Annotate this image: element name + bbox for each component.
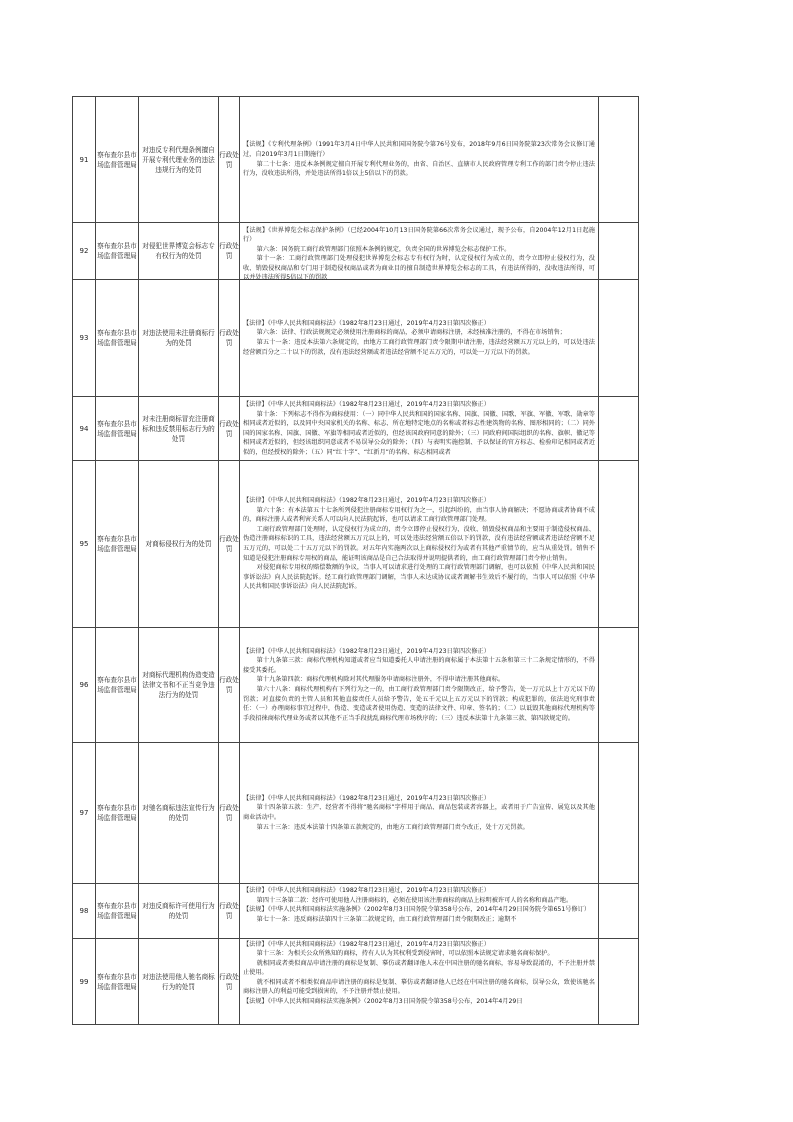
- legal-clause: 就相同或者类似商品申请注册的商标是复制、摹仿或者翻译他人未在中国注册的驰名商标，容易导致混淆的，不予注册并禁止使用。: [243, 959, 595, 977]
- legal-clause: 第十一条：工商行政管理部门处理侵犯世界博览会标志专有权行为时，认定侵权行为成立的，责令立即停止侵权行为，没收、销毁侵权商品和专门用于制造侵权商品或者为商业目的擅自制造世界博览会标志的工具，有违法所得的，没收违法所得，可以并处违法所得5倍以下的罚款: [243, 255, 595, 282]
- legal-clause: 第十九条第四款：商标代理机构除对其代理服务申请商标注册外，不得申请注册其他商标。: [256, 676, 505, 684]
- legal-basis: [240, 397, 599, 461]
- legal-clause: 第六十八条：商标代理机构有下列行为之一的，由工商行政管理部门责令限期改正，给予警告，处一万元以上十万元以下的罚款；对直接负责的主管人员和其他直接责任人员给予警告，处五千元以上五万元以下的罚款；构成犯罪的，依法追究刑事责任：（一）办理商标事宜过程中，伪造、变造或者使用伪造、变造的法律文件、印章、签名的；（二）以诋毁其他商标代理机构等手段招徕商标代理业务或者以其他不正当手段扰乱商标代理市场秩序的；（三）违反本法第十九条第三款、第四款规定的。: [243, 686, 595, 722]
- implementing-agency: 察布查尔县市场监督管理局: [96, 884, 139, 939]
- legal-clause: 【法规】《世界博览会标志保护条例》（已经2004年10月13日国务院第66次常务会议通过，现予公布，自2004年12月1日起施行）: [243, 226, 595, 244]
- legal-clause: 第四十三条第二款：经许可使用他人注册商标的，必须在使用该注册商标的商品上标明被许可人的名称和商品产地。: [256, 896, 573, 904]
- legal-clause: 第五十一条：违反本法第六条规定的，由地方工商行政管理部门责令限期申请注册，违法经营额五万元以上的，可以处违法经营额百分之二十以下的罚款，没有违法经营额或者违法经营额不足五万元的，可以处一万元以下的罚款。: [243, 339, 595, 356]
- table-row: [73, 461, 639, 628]
- penalty-item-name: 对侵犯世界博览会标志专有权行为的处罚: [139, 223, 219, 280]
- legal-clause: 第十三条：为相关公众所熟知的商标，持有人认为其权利受到侵害时，可以依照本法规定请求驰名商标保护。: [256, 950, 554, 958]
- legal-clause: 就不相同或者不相类似商品申请注册的商标是复制、摹仿或者翻译他人已经在中国注册的驰名商标，误导公众，致使该驰名商标注册人的利益可能受到损害的，不予注册并禁止使用。: [243, 978, 595, 996]
- row-number: 99: [73, 939, 96, 1025]
- legal-clause: 第六条：法律、行政法规规定必须使用注册商标的商品，必须申请商标注册，未经核准注册的，不得在市场销售；: [256, 329, 566, 337]
- power-type: 行政处罚: [219, 97, 240, 223]
- penalty-item-name: 对违法使用未注册商标行为的处罚: [139, 280, 219, 397]
- power-type: 行政处罚: [219, 743, 240, 884]
- power-type: 行政处罚: [219, 628, 240, 743]
- penalty-item-name: 对商标侵权行为的处罚: [139, 461, 219, 628]
- legal-basis: [240, 280, 599, 397]
- legal-basis: [240, 461, 599, 628]
- table-row: [73, 939, 639, 1025]
- legal-clause: 第五十三条：违反本法第十四条第五款规定的，由地方工商行政管理部门责令改正，处十万元罚款。: [256, 823, 529, 831]
- legal-basis-text: [240, 226, 598, 282]
- implementing-agency: 察布查尔县市场监督管理局: [96, 743, 139, 884]
- row-number: 92: [73, 223, 96, 280]
- row-number: 95: [73, 461, 96, 628]
- legal-clause: 【法律】《中华人民共和国商标法》（1982年8月23日通过，2019年4月23日第四次修正）: [243, 319, 490, 327]
- remarks-cell: [599, 743, 639, 884]
- penalty-item-name: 对违反专利代理条例擅自开展专利代理业务的违法违规行为的处罚: [139, 97, 219, 223]
- legal-clause: 【法律】《中华人民共和国商标法》（1982年8月23日通过，2019年4月23日第四次修正）: [243, 887, 490, 894]
- penalty-item-name: 对违反商标许可使用行为的处罚: [139, 884, 219, 939]
- legal-clause: 对侵犯商标专用权的赔偿数额的争议，当事人可以请求进行处理的工商行政管理部门调解，也可以依照《中华人民共和国民事诉讼法》向人民法院起诉。经工商行政管理部门调解，当事人未达成协议或者调解书生效后不履行的，当事人可以依照《中华人民共和国民事诉讼法》向人民法院起诉。: [243, 564, 595, 591]
- legal-basis-text: [240, 140, 598, 178]
- implementing-agency: 察布查尔县市场监督管理局: [96, 97, 139, 223]
- power-type: 行政处罚: [219, 397, 240, 461]
- legal-basis-text: [240, 400, 598, 457]
- legal-basis: [240, 743, 599, 884]
- row-number: 98: [73, 884, 96, 939]
- legal-clause: 第七十一条：违反商标法第四十三条第二款规定的，由工商行政管理部门责令限期改正；逾期不: [256, 915, 517, 923]
- row-number: 94: [73, 397, 96, 461]
- legal-clause: 【法律】《中华人民共和国商标法》（1982年8月23日通过，2019年4月23日第四次修正）: [243, 940, 490, 948]
- row-number: 96: [73, 628, 96, 743]
- legal-clause: 第十四条第五款：生产、经营者不得将“驰名商标”字样用于商品、商品包装或者容器上，或者用于广告宣传、展览以及其他商业活动中。: [243, 804, 595, 821]
- legal-clause: 第十九条第三款：商标代理机构知道或者应当知道委托人申请注册的商标属于本法第十五条和第三十二条规定情形的，不得接受其委托。: [243, 657, 595, 674]
- power-type: 行政处罚: [219, 280, 240, 397]
- legal-clause: 第二十七条：违反本条例规定擅自开展专利代理业务的，由省、自治区、直辖市人民政府管理专利工作的部门责令停止违法行为，没收违法所得，并处违法所得1倍以上5倍以下的罚款。: [243, 160, 595, 178]
- table-body: [73, 97, 639, 1025]
- legal-clause: 【法律】《中华人民共和国商标法》（1982年8月23日通过，2019年4月23日第四次修正）: [243, 497, 490, 505]
- authority-list-table: [72, 96, 639, 1025]
- table-row: [73, 397, 639, 461]
- legal-basis: [240, 884, 599, 939]
- legal-clause: 【法律】《中华人民共和国商标法》（1982年8月23日通过，2019年4月23日第四次修正）: [243, 794, 490, 802]
- power-type: 行政处罚: [219, 461, 240, 628]
- remarks-cell: [599, 223, 639, 280]
- table-row: [73, 97, 639, 223]
- penalty-item-name: 对未注册商标冒充注册商标和违反禁用标志行为的处罚: [139, 397, 219, 461]
- legal-basis-text: [240, 794, 598, 832]
- legal-basis: [240, 223, 599, 280]
- remarks-cell: [599, 397, 639, 461]
- legal-clause: 【法律】《中华人民共和国商标法》（1982年8月23日通过，2019年4月23日第四次修正）: [243, 647, 490, 655]
- legal-basis: [240, 97, 599, 223]
- legal-basis-text: [240, 496, 598, 592]
- implementing-agency: 察布查尔县市场监督管理局: [96, 280, 139, 397]
- legal-clause: 第六十条：有本法第五十七条所列侵犯注册商标专用权行为之一，引起纠纷的，由当事人协商解决；不愿协商或者协商不成的，商标注册人或者利害关系人可以向人民法院起诉，也可以请求工商行政管理部门处理。: [243, 506, 595, 524]
- implementing-agency: 察布查尔县市场监督管理局: [96, 628, 139, 743]
- legal-basis-text: [240, 940, 598, 1024]
- legal-basis: [240, 939, 599, 1025]
- implementing-agency: 察布查尔县市场监督管理局: [96, 397, 139, 461]
- legal-clause: 【法规】《专利代理条例》（1991年3月4日中华人民共和国国务院令第76号发布，2018年9月6日国务院第23次常务会议修订通过，自2019年3月1日期施行）: [243, 141, 595, 158]
- legal-basis-text: [240, 886, 598, 936]
- legal-clause: 【法律】《中华人民共和国商标法》（1982年8月23日通过，2019年4月23日第四次修正）: [243, 401, 490, 408]
- implementing-agency: 察布查尔县市场监督管理局: [96, 461, 139, 628]
- remarks-cell: [599, 939, 639, 1025]
- legal-clause: 第六条：国务院工商行政管理部门依照本条例的规定，负责全国的世界博览会标志保护工作。: [256, 245, 511, 253]
- legal-clause: 【法规】《中华人民共和国商标法实施条例》（2002年8月3日国务院令第358号公布，2014年4月29日国务院令第651号修订）: [243, 906, 591, 914]
- legal-clause: 【法规】《中华人民共和国商标法实施条例》（2002年8月3日国务院令第358号公布，2014年4月29日: [243, 998, 523, 1006]
- remarks-cell: [599, 280, 639, 397]
- remarks-cell: [599, 461, 639, 628]
- table-row: [73, 223, 639, 280]
- power-type: 行政处罚: [219, 939, 240, 1025]
- legal-clause: 第十条：下列标志不得作为商标使用：（一）同中华人民共和国的国家名称、国旗、国徽、国歌、军旗、军徽、军歌、勋章等相同或者近似的，以及同中央国家机关的名称、标志、所在地特定地点的名称或者标志性建筑物的名称、图形相同的；（二）同外国的国家名称、国旗、国徽、军旗等相同或者近似的，但经该国政府同意的除外；（三）同政府间国际组织的名称、旗帜、徽记等相同或者近似的，但经该组织同意或者不易误导公众的除外；（四）与表明实施控制、予以保证的官方标志、检验印记相同或者近似的，但经授权的除外；（五）同“红十字”、“红新月”的名称、标志相同或者: [243, 410, 595, 456]
- legal-basis-text: [240, 647, 598, 724]
- power-type: 行政处罚: [219, 223, 240, 280]
- legal-basis: [240, 628, 599, 743]
- implementing-agency: 察布查尔县市场监督管理局: [96, 939, 139, 1025]
- row-number: 97: [73, 743, 96, 884]
- row-number: 93: [73, 280, 96, 397]
- legal-clause: 工商行政管理部门处理时，认定侵权行为成立的，责令立即停止侵权行为，没收、销毁侵权商品和主要用于制造侵权商品、伪造注册商标标识的工具，违法经营额五万元以上的，可以处违法经营额五倍以下的罚款，没有违法经营额或者违法经营额不足五万元的，可以处二十五万元以下的罚款。对五年内实施两次以上商标侵权行为或者有其他严重情节的，应当从重处罚。销售不知道是侵犯注册商标专用权的商品，能证明该商品是自己合法取得并说明提供者的，由工商行政管理部门责令停止销售。: [243, 525, 595, 562]
- penalty-item-name: 对违法使用他人驰名商标行为的处罚: [139, 939, 219, 1025]
- remarks-cell: [599, 97, 639, 223]
- remarks-cell: [599, 884, 639, 939]
- remarks-cell: [599, 628, 639, 743]
- row-number: 91: [73, 97, 96, 223]
- penalty-item-name: 对商标代理机构伪造变造法律文书和不正当竞争违法行为的处罚: [139, 628, 219, 743]
- implementing-agency: 察布查尔县市场监督管理局: [96, 223, 139, 280]
- power-type: 行政处罚: [219, 884, 240, 939]
- table-row: [73, 628, 639, 743]
- table-row: [73, 280, 639, 397]
- legal-basis-text: [240, 319, 598, 357]
- penalty-item-name: 对驰名商标违法宣传行为的处罚: [139, 743, 219, 884]
- table-row: [73, 884, 639, 939]
- table-row: [73, 743, 639, 884]
